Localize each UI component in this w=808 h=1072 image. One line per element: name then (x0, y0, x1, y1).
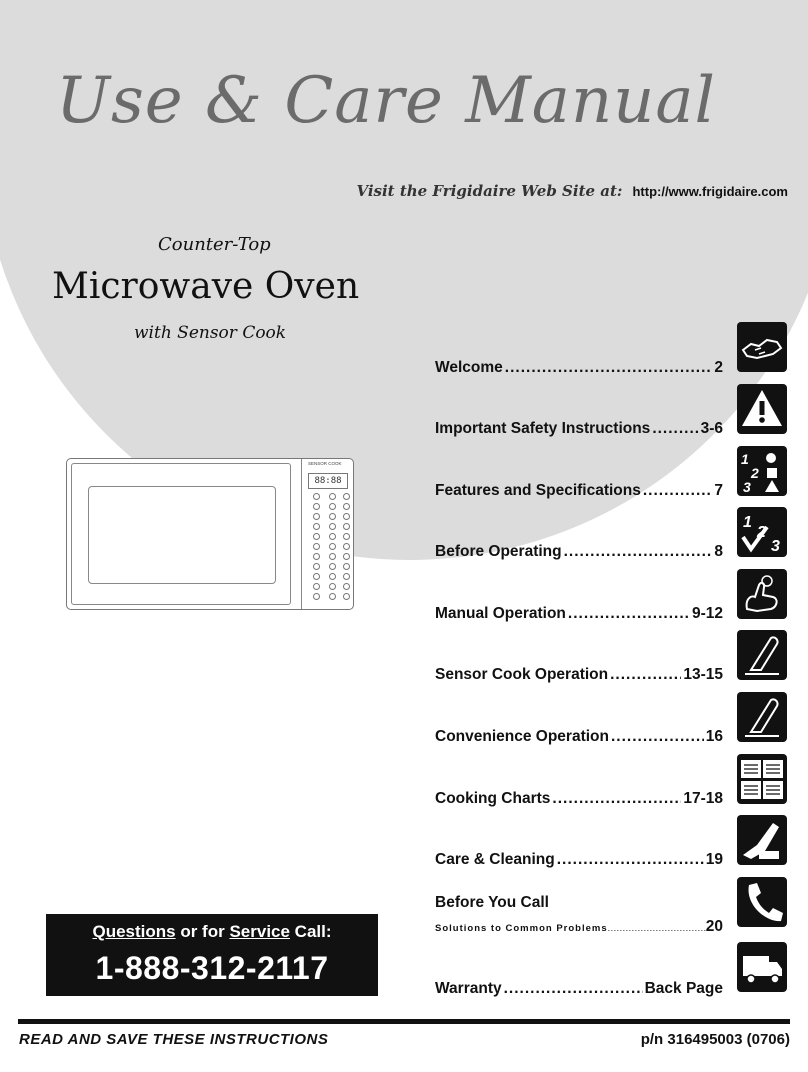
microwave-key (329, 563, 336, 570)
toc-page: 7 (714, 482, 723, 499)
svg-text:3: 3 (771, 538, 780, 555)
microwave-key (343, 503, 350, 510)
toc-leader (552, 790, 681, 808)
toc-manual-operation[interactable] (435, 605, 723, 625)
microwave-key (329, 553, 336, 560)
microwave-key (343, 563, 350, 570)
handshake-icon (737, 322, 787, 372)
microwave-key (329, 513, 336, 520)
product-subtitle: with Sensor Cook (134, 323, 287, 343)
website-url[interactable]: http://www.frigidaire.com (632, 184, 788, 199)
toc-leader (557, 851, 704, 869)
microwave-key (313, 493, 320, 500)
toc-title: Features and Specifications (435, 482, 641, 499)
microwave-key (313, 523, 320, 530)
toc-title: Manual Operation (435, 605, 566, 622)
toc-title: Before Operating (435, 543, 562, 560)
microwave-key (313, 503, 320, 510)
toc-convenience[interactable] (435, 728, 723, 748)
panel-label: SENSOR COOK (308, 461, 342, 466)
microwave-window (88, 486, 276, 584)
svg-text:1: 1 (743, 514, 752, 531)
shapes-123-icon (737, 446, 787, 496)
toc-title: Cooking Charts (435, 790, 551, 807)
toc-page: 16 (705, 728, 723, 745)
warning-icon (737, 384, 787, 434)
toc-title: Welcome (435, 359, 503, 376)
toc-leader (505, 359, 713, 377)
microwave-key (313, 593, 320, 600)
toc-subtitle: Solutions to Common Problems (435, 923, 608, 934)
service-phone-number[interactable]: 1-888-312-2117 (95, 950, 329, 986)
toc-title: Important Safety Instructions (435, 420, 651, 437)
toc-before-you-call-sub[interactable] (435, 918, 723, 936)
toc-title: Sensor Cook Operation (435, 666, 609, 683)
toc-leader (643, 482, 713, 500)
service-call-box (46, 914, 378, 996)
charts-icon (737, 754, 787, 804)
svg-text:1: 1 (741, 451, 749, 467)
toc-page: 20 (705, 918, 723, 935)
microwave-key (343, 593, 350, 600)
background-cut (0, 440, 20, 500)
toc-leader (564, 543, 713, 561)
footer-rule (18, 1019, 790, 1024)
toc-warranty[interactable] (435, 980, 723, 1000)
toc-before-you-call[interactable] (435, 894, 723, 914)
toc-page: 9-12 (691, 605, 723, 622)
toc-page: 2 (714, 359, 723, 376)
microwave-key (329, 573, 336, 580)
microwave-key (343, 493, 350, 500)
toc-title: Convenience Operation (435, 728, 609, 745)
microwave-key (329, 523, 336, 530)
toc-leader (568, 605, 690, 623)
toc-features[interactable] (435, 482, 723, 502)
toc-leader (610, 666, 681, 684)
toc-page: 19 (705, 851, 723, 868)
service-label (46, 922, 378, 942)
finger-press-icon (737, 692, 787, 742)
microwave-key (329, 503, 336, 510)
toc-page: 8 (714, 543, 723, 560)
website-prefix: Visit the Frigidaire Web Site at: (356, 182, 623, 200)
toc-welcome[interactable] (435, 359, 723, 379)
or-for-text: or for (175, 922, 230, 941)
microwave-key (343, 553, 350, 560)
microwave-illustration (66, 458, 354, 610)
toc-title: Care & Cleaning (435, 851, 555, 868)
website-line (356, 182, 788, 200)
microwave-display: 88:88 (308, 473, 348, 489)
microwave-key (313, 583, 320, 590)
microwave-key (313, 533, 320, 540)
toc-leader (504, 980, 643, 998)
microwave-key (313, 543, 320, 550)
toc-page: 3-6 (700, 420, 723, 437)
call-text: Call: (289, 922, 332, 941)
manual-title: Use & Care Manual (56, 64, 716, 138)
microwave-key (329, 543, 336, 550)
read-save-instructions: READ AND SAVE THESE INSTRUCTIONS (19, 1031, 329, 1048)
toc-leader (652, 420, 698, 438)
toc-care-cleaning[interactable] (435, 851, 723, 871)
microwave-door (71, 463, 291, 605)
toc-page: 17-18 (683, 790, 723, 807)
product-type: Counter-Top (158, 234, 271, 255)
microwave-key (329, 493, 336, 500)
toc-before-operating[interactable] (435, 543, 723, 563)
service-text: Service (229, 922, 290, 941)
microwave-key (313, 513, 320, 520)
microwave-key (343, 533, 350, 540)
microwave-key (329, 583, 336, 590)
hand-pointing-icon (737, 569, 787, 619)
questions-text: Questions (92, 922, 176, 941)
toc-title: Before You Call (435, 894, 549, 911)
svg-text:2: 2 (751, 465, 759, 481)
cleaning-hand-icon (737, 815, 787, 865)
toc-title: Warranty (435, 980, 502, 997)
phone-icon (737, 877, 787, 927)
part-number: p/n 316495003 (0706) (640, 1031, 790, 1048)
svg-text:3: 3 (743, 479, 751, 495)
toc-safety[interactable] (435, 420, 723, 440)
toc-cooking-charts[interactable] (435, 790, 723, 810)
microwave-key (329, 593, 336, 600)
microwave-key (343, 523, 350, 530)
truck-icon (737, 942, 787, 992)
checkmark-123-icon (737, 507, 787, 557)
microwave-key (313, 553, 320, 560)
toc-sensor-cook[interactable] (435, 666, 723, 686)
toc-page: Back Page (644, 980, 723, 997)
toc-leader (608, 923, 706, 933)
microwave-key (343, 583, 350, 590)
microwave-key (329, 533, 336, 540)
microwave-key (313, 573, 320, 580)
microwave-key (343, 573, 350, 580)
product-name: Microwave Oven (52, 266, 360, 307)
toc-page: 13-15 (683, 666, 723, 683)
microwave-key (313, 563, 320, 570)
microwave-key (343, 513, 350, 520)
toc-leader (611, 728, 704, 746)
finger-press-icon (737, 630, 787, 680)
microwave-key (343, 543, 350, 550)
svg-text:2: 2 (757, 524, 766, 541)
